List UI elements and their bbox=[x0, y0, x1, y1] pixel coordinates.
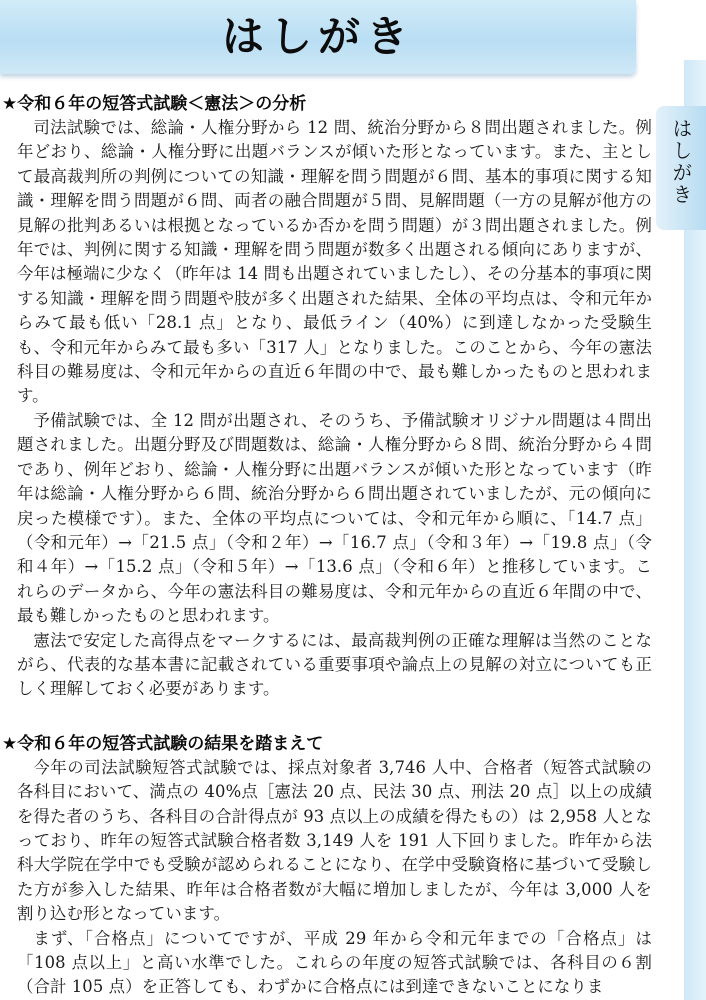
page-title: はしがき bbox=[221, 12, 414, 61]
section-heading-analysis: ★令和６年の短答式試験＜憲法＞の分析 bbox=[2, 94, 307, 114]
paragraph-kenpo-advice: 憲法で安定した高得点をマークするには、最高裁判例の正確な理解は当然のことながら、代表的な基本書に記載されている重要事項や論点上の見解の対立についても正しく理解しておく必要があります。 bbox=[17, 630, 652, 699]
section-heading-results: ★令和６年の短答式試験の結果を踏まえて bbox=[2, 733, 324, 754]
chapter-side-tab-label: はしがき bbox=[669, 118, 693, 206]
paragraph-shiho-shiken: 司法試験では、総論・人権分野から 12 問、統治分野から８問出題されました。例年どおり、総論・人権分野に出題バランスが傾いた形となっています。また、主として最高裁判所の判例についての知識・理解を問う問題が６問、基本的事項に関する知識・理解を問う問題が６問、両者の融合問題が５問、見解問題（一方の見解が他方の見解の批判あるいは根拠となっているか否かを問う問題）が３問出題されました。例年では、判例に関する知識・理解を問う問題が数多く出題される傾向にありますが、今年は極端に少なく（昨年は 14 問も出題されていましたし）、その分基本的事項に関する知識・理解を問う問題や肢が多く出題された結果、全体の平均点は、令和元年からみて最も低い「28.1 点」となり、最低ライン（40%）に到達しなかった受験生も、令和元年からみて最も多い「317 人」となりました。このことから、今年の憲法科目の難易度は、令和元年からの直近６年間の中で、最も難しかったものと思われます。 bbox=[17, 118, 652, 406]
section-gap bbox=[0, 702, 652, 732]
paragraph-results: 今年の司法試験短答式試験では、採点対象者 3,746 人中、合格者（短答式試験の各科目において、満点の 40%点［憲法 20 点、民法 30 点、刑法 20 点］以上の成績を得た者のうち、各科目の合計得点が 93 点以上の成績を得たもの）は 2,958 人となっており、昨年の短答式試験合格者数 3,149 人を 191 人下回りました。昨年から法科大学院在学中でも受験が認められることになり、在学中受験資格に基づいて受験した方が参入した結果、昨年は合格者数が大幅に増加しましたが、今年は 3,000 人を割り込む形となっています。 bbox=[17, 757, 652, 924]
paragraph-yobi-shiken: 予備試験では、全 12 問が出題され、そのうち、予備試験オリジナル問題は４問出題されました。出題分野及び問題数は、総論・人権分野から８問、統治分野から４問であり、例年どおり、総論・人権分野に出題バランスが傾いた形となっています（昨年は総論・人権分野から６問、統治分野から６問出題されていましたが、元の傾向に戻った模様です）。また、全体の平均点については、令和元年から順に、「14.7 点」（令和元年）→「21.5 点」（令和２年）→「16.7 点」（令和３年）→「19.8 点」（令和４年）→「15.2 点」（令和５年）→「13.6 点」（令和６年）と推移しています。これらのデータから、今年の憲法科目の難易度は、令和元年からの直近６年間の中で、最も難しかったものと思われます。 bbox=[17, 410, 652, 626]
paragraph-passing-score: まず、「合格点」についてですが、平成 29 年から令和元年までの「合格点」は「108 点以上」と高い水準でした。これらの年度の短答式試験では、各科目の６割（合計 105 点）を正答しても、わずかに合格点には到達できないことになりま bbox=[17, 928, 652, 997]
main-content bbox=[0, 92, 652, 1000]
title-banner bbox=[0, 0, 636, 74]
